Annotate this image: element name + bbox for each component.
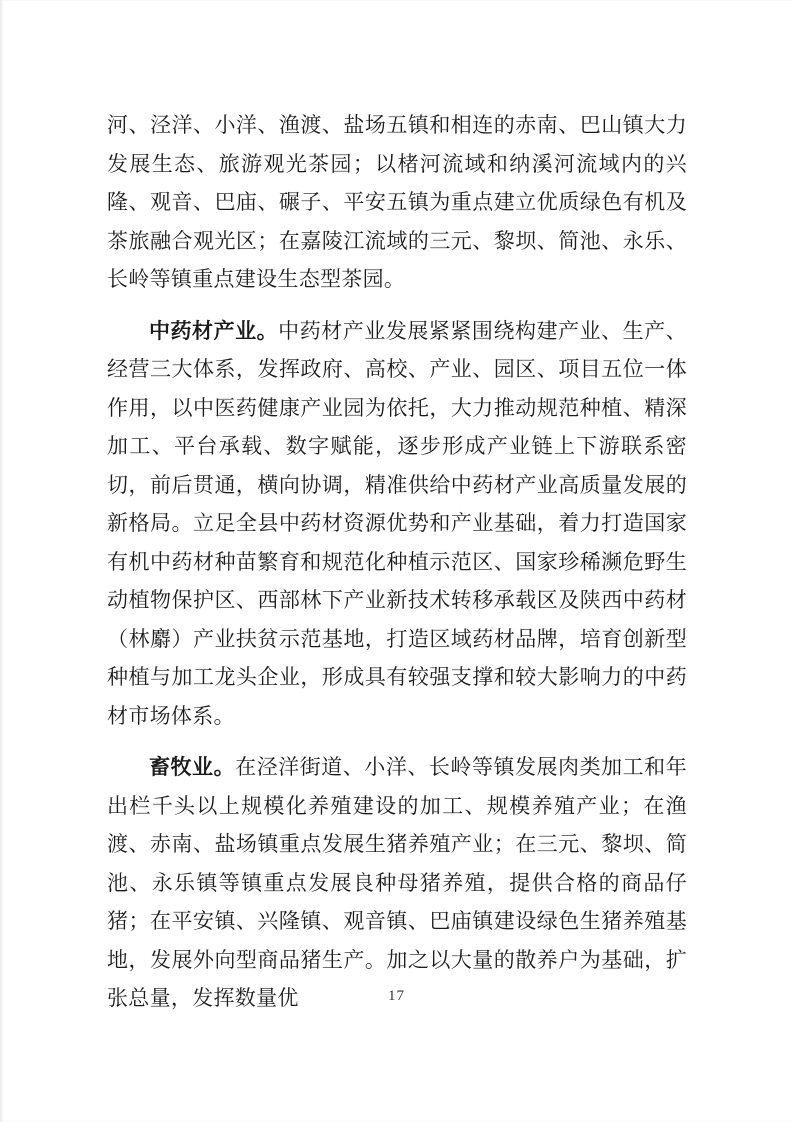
- paragraph-text: 河、泾洋、小洋、渔渡、盐场五镇和相连的赤南、巴山镇大力发展生态、旅游观光茶园；以楮河流域和纳溪河流域内的兴隆、观音、巴庙、碾子、平安五镇为重点建立优质绿色有机及茶旅融合观光区；在嘉陵江流域的三元、黎坝、简池、永乐、长岭等镇重点建设生态型茶园。: [107, 113, 687, 291]
- paragraph-animal-husbandry: [107, 748, 687, 1018]
- text-block: [107, 106, 687, 1031]
- paragraph-tea-industry-continued: [107, 106, 687, 299]
- paragraph-lead: 中药材产业。: [149, 318, 279, 343]
- paragraph-text: 中药材产业发展紧紧围绕构建产业、生产、经营三大体系，发挥政府、高校、产业、园区、项目五位一体作用，以中医药健康产业园为依托，大力推动规范种植、精深加工、平台承载、数字赋能，逐步形成产业链上下游联系密切，前后贯通，横向协调，精准供给中药材产业高质量发展的新格局。立足全县中药材资源优势和产业基础，着力打造国家有机中药材种苗繁育和规范化种植示范区、国家珍稀濒危野生动植物保护区、西部林下产业新技术转移承载区及陕西中药材（林麝）产业扶贫示范基地，打造区域药材品牌，培育创新型种植与加工龙头企业，形成具有较强支撑和较大影响力的中药材市场体系。: [107, 318, 687, 728]
- paragraph-text: 在泾洋街道、小洋、长岭等镇发展肉类加工和年出栏千头以上规模化养殖建设的加工、规模养殖产业；在渔渡、赤南、盐场镇重点发展生猪养殖产业；在三元、黎坝、简池、永乐镇等镇重点发展良种母猪养殖，提供合格的商品仔猪；在平安镇、兴隆镇、观音镇、巴庙镇建设绿色生猪养殖基地，发展外向型商品猪生产。加之以大量的散养户为基础，扩张总量，发挥数量优: [107, 755, 687, 1010]
- page-number: 17: [388, 988, 405, 1004]
- paragraph-lead: 畜牧业。: [149, 755, 236, 779]
- paragraph-medicinal-herb-industry: [107, 312, 687, 736]
